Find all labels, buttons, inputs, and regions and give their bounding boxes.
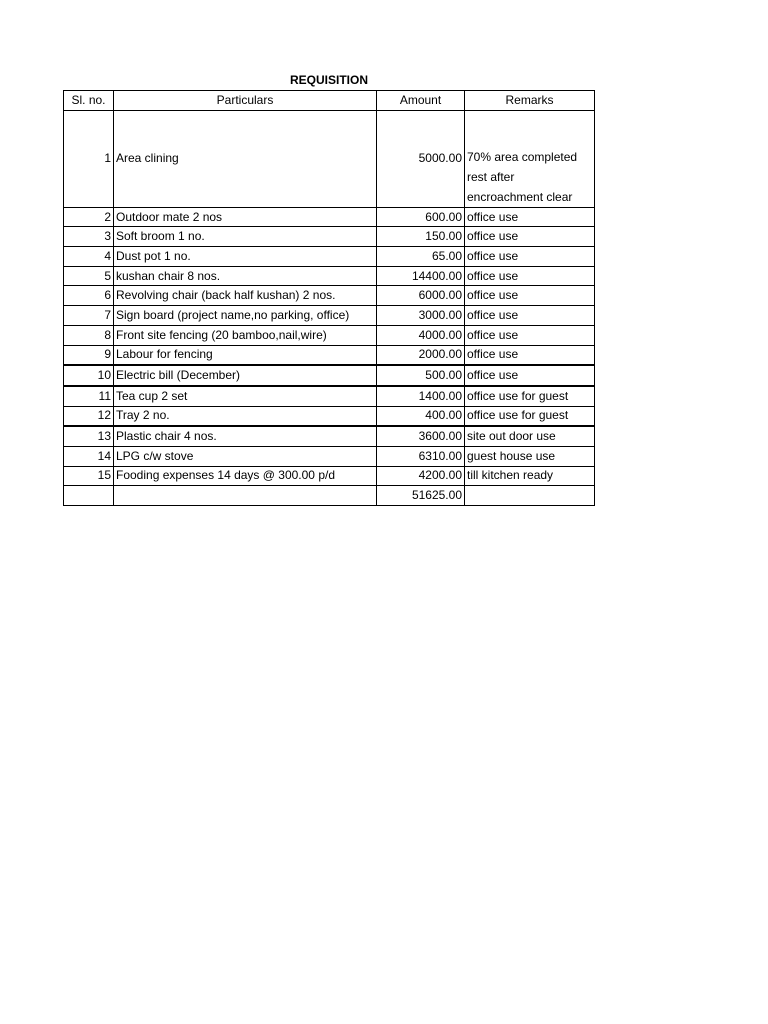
table-row (64, 365, 595, 386)
row-remarks: site out door use (465, 426, 595, 446)
row-amount: 6310.00 (377, 446, 465, 466)
row-remarks: office use (465, 325, 595, 345)
table-row (64, 306, 595, 326)
row-particulars: Dust pot 1 no. (114, 247, 377, 267)
header-amount: Amount (377, 91, 465, 111)
total-remarks-empty (465, 486, 595, 506)
row-particulars: Soft broom 1 no. (114, 227, 377, 247)
row-remarks: office use (465, 306, 595, 326)
row-remarks: office use (465, 286, 595, 306)
table-row (64, 227, 595, 247)
requisition-table (63, 90, 595, 506)
row-amount: 6000.00 (377, 286, 465, 306)
row-particulars: kushan chair 8 nos. (114, 266, 377, 286)
table-row (64, 386, 595, 406)
row-particulars: Tray 2 no. (114, 406, 377, 426)
header-particulars: Particulars (114, 91, 377, 111)
row-particulars: Outdoor mate 2 nos (114, 207, 377, 227)
row-amount: 4200.00 (377, 466, 465, 486)
document-title: REQUISITION (289, 73, 368, 87)
row-remarks: office use (465, 365, 595, 386)
row-sl-no: 6 (64, 286, 114, 306)
row-remarks: office use for guest (465, 386, 595, 406)
header-sl-no: Sl. no. (64, 91, 114, 111)
row-sl-no: 14 (64, 446, 114, 466)
row-amount: 3000.00 (377, 306, 465, 326)
row-remarks: office use (465, 266, 595, 286)
row-sl-no: 5 (64, 266, 114, 286)
row-amount: 4000.00 (377, 325, 465, 345)
row-particulars: Fooding expenses 14 days @ 300.00 p/d (114, 466, 377, 486)
row-sl-no: 10 (64, 365, 114, 386)
row-sl-no: 1 (64, 110, 114, 207)
table-header-row (64, 91, 595, 111)
row-amount: 65.00 (377, 247, 465, 267)
row-amount: 500.00 (377, 365, 465, 386)
table-row (64, 207, 595, 227)
row-remarks: 70% area completed rest after encroachment clear (465, 110, 595, 207)
row-remarks: guest house use (465, 446, 595, 466)
table-row (64, 247, 595, 267)
table-row (64, 325, 595, 345)
row-remarks: till kitchen ready (465, 466, 595, 486)
row-particulars: Tea cup 2 set (114, 386, 377, 406)
row-sl-no: 2 (64, 207, 114, 227)
row-amount: 14400.00 (377, 266, 465, 286)
row-amount: 2000.00 (377, 345, 465, 365)
total-sl-empty (64, 486, 114, 506)
row-sl-no: 13 (64, 426, 114, 446)
row-sl-no: 15 (64, 466, 114, 486)
row-remarks: office use (465, 247, 595, 267)
row-sl-no: 4 (64, 247, 114, 267)
row-remarks: office use (465, 345, 595, 365)
row-sl-no: 8 (64, 325, 114, 345)
row-amount: 400.00 (377, 406, 465, 426)
header-remarks: Remarks (465, 91, 595, 111)
table-row (64, 426, 595, 446)
row-particulars: Area clining (114, 110, 377, 207)
row-particulars: Revolving chair (back half kushan) 2 nos. (114, 286, 377, 306)
row-remarks: office use (465, 207, 595, 227)
table-row (64, 466, 595, 486)
row-sl-no: 9 (64, 345, 114, 365)
total-row (64, 486, 595, 506)
table-row (64, 446, 595, 466)
total-amount: 51625.00 (377, 486, 465, 506)
row-remarks: office use for guest (465, 406, 595, 426)
row-amount: 150.00 (377, 227, 465, 247)
row-particulars: Labour for fencing (114, 345, 377, 365)
row-remarks: office use (465, 227, 595, 247)
row-amount: 3600.00 (377, 426, 465, 446)
row-amount: 600.00 (377, 207, 465, 227)
row-particulars: LPG c/w stove (114, 446, 377, 466)
total-particulars-empty (114, 486, 377, 506)
row-particulars: Front site fencing (20 bamboo,nail,wire) (114, 325, 377, 345)
table-row (64, 266, 595, 286)
row-amount: 5000.00 (377, 110, 465, 207)
row-sl-no: 12 (64, 406, 114, 426)
row-sl-no: 3 (64, 227, 114, 247)
table-row (64, 345, 595, 365)
table-row (64, 110, 595, 207)
row-particulars: Sign board (project name,no parking, office) (114, 306, 377, 326)
row-particulars: Plastic chair 4 nos. (114, 426, 377, 446)
row-particulars: Electric bill (December) (114, 365, 377, 386)
row-sl-no: 7 (64, 306, 114, 326)
table-row (64, 286, 595, 306)
table-row (64, 406, 595, 426)
row-amount: 1400.00 (377, 386, 465, 406)
row-sl-no: 11 (64, 386, 114, 406)
